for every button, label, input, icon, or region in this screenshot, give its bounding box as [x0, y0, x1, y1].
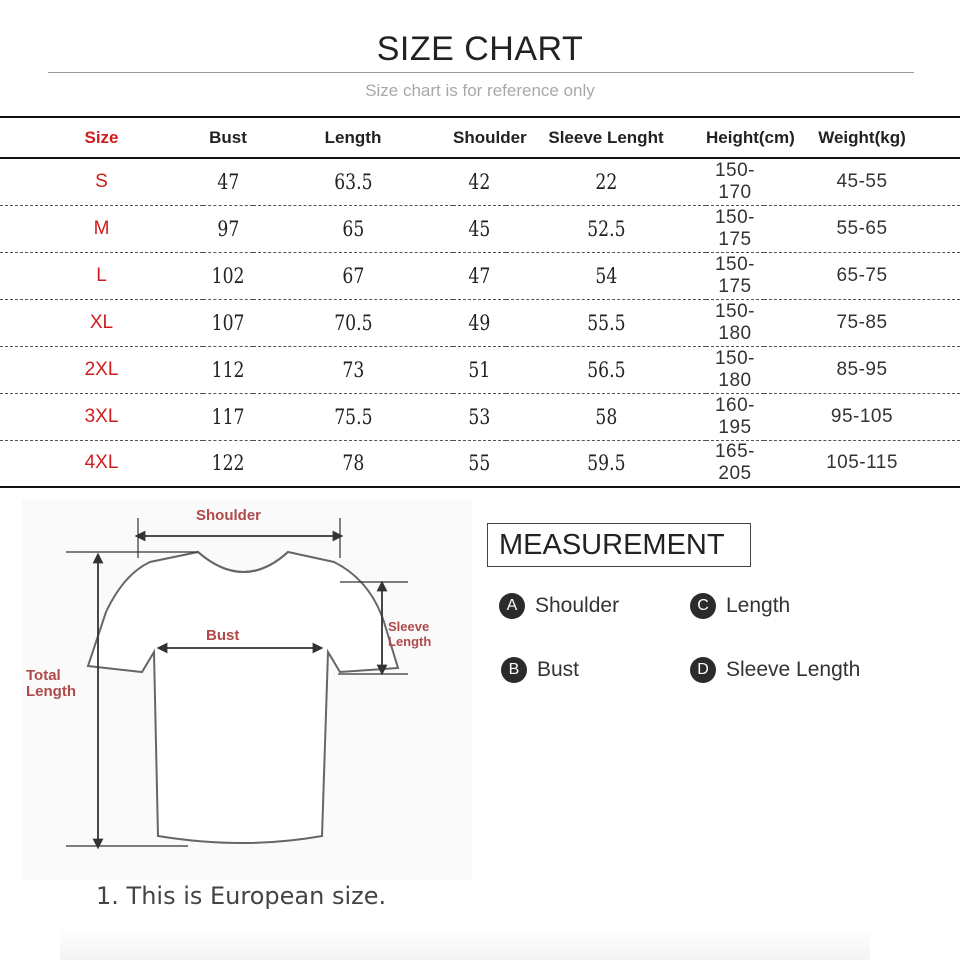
label-sleeve-length: Sleeve Length	[388, 619, 432, 649]
table-row	[0, 205, 960, 252]
table-cell	[453, 252, 506, 299]
legend-label: Bust	[537, 658, 580, 681]
table-cell	[706, 252, 764, 299]
range-value: 55-65	[836, 217, 888, 239]
table-cell	[253, 252, 453, 299]
table-row	[0, 158, 960, 205]
table-cell	[764, 299, 960, 346]
measure-value: 55.5	[586, 310, 626, 335]
table-cell	[764, 205, 960, 252]
badge-d-icon: D	[690, 657, 716, 683]
col-header-sleeve: Sleeve Lenght	[506, 117, 706, 158]
table-cell	[253, 440, 453, 487]
measure-value: 107	[211, 310, 245, 335]
table-cell	[453, 393, 506, 440]
size-label: L	[96, 264, 107, 286]
table-cell	[706, 158, 764, 205]
tshirt-diagram	[22, 500, 472, 880]
label-total-length: Total Length	[26, 667, 76, 700]
size-label: 2XL	[84, 358, 119, 380]
measure-value: 70.5	[333, 310, 373, 335]
table-cell	[506, 299, 706, 346]
table-row	[0, 346, 960, 393]
table-cell	[0, 393, 203, 440]
table-cell	[253, 299, 453, 346]
size-table	[0, 116, 960, 488]
measurement-title: MEASUREMENT	[487, 523, 751, 567]
size-label: S	[95, 170, 108, 192]
bottom-fade	[60, 928, 870, 960]
title-divider	[48, 72, 914, 73]
range-value: 85-95	[836, 358, 888, 380]
table-cell	[453, 440, 506, 487]
col-header-bust: Bust	[203, 117, 253, 158]
table-cell	[706, 299, 764, 346]
measure-value: 59.5	[586, 451, 626, 476]
table-cell	[0, 252, 203, 299]
measure-value: 63.5	[333, 169, 373, 194]
col-header-weight: Weight(kg)	[764, 117, 960, 158]
size-note: 1. This is European size.	[96, 882, 387, 910]
table-cell	[0, 346, 203, 393]
table-cell	[506, 440, 706, 487]
table-cell	[253, 205, 453, 252]
measure-value: 51	[468, 357, 491, 382]
table-cell	[453, 158, 506, 205]
table-cell	[0, 440, 203, 487]
legend-item-shoulder	[499, 593, 619, 619]
measure-value: 47	[468, 263, 491, 288]
size-label: M	[93, 217, 110, 239]
page-subtitle: Size chart is for reference only	[365, 81, 595, 100]
measure-value: 102	[211, 263, 245, 288]
table-cell	[764, 440, 960, 487]
range-value: 95-105	[830, 405, 894, 427]
table-cell	[764, 393, 960, 440]
table-cell	[706, 346, 764, 393]
table-cell	[506, 346, 706, 393]
table-cell	[453, 346, 506, 393]
range-value: 165-205	[714, 441, 756, 485]
table-header-row	[0, 117, 960, 158]
measure-value: 78	[342, 451, 364, 476]
table-cell	[764, 252, 960, 299]
table-cell	[203, 252, 253, 299]
table-cell	[506, 393, 706, 440]
col-header-height: Height(cm)	[706, 117, 764, 158]
legend-label: Length	[726, 594, 791, 617]
measure-value: 47	[217, 169, 239, 194]
label-shoulder: Shoulder	[196, 507, 262, 524]
range-value: 150-175	[714, 253, 756, 297]
range-value: 150-175	[714, 206, 756, 250]
table-cell	[706, 393, 764, 440]
range-value: 160-195	[714, 394, 756, 438]
measure-value: 75.5	[333, 404, 373, 429]
range-value: 45-55	[836, 170, 888, 192]
table-cell	[253, 346, 453, 393]
table-cell	[253, 393, 453, 440]
measure-value: 52.5	[586, 216, 626, 241]
range-value: 150-180	[714, 300, 756, 344]
table-cell	[453, 299, 506, 346]
table-cell	[0, 158, 203, 205]
measure-value: 22	[595, 169, 617, 194]
table-cell	[506, 158, 706, 205]
tshirt-illustration	[22, 500, 472, 880]
measure-value: 53	[468, 404, 491, 429]
table-cell	[203, 393, 253, 440]
range-value: 65-75	[836, 264, 888, 286]
range-value: 105-115	[826, 452, 898, 474]
table-cell	[203, 299, 253, 346]
legend-label: Sleeve Length	[726, 658, 861, 681]
range-value: 150-170	[714, 159, 756, 203]
badge-b-icon: B	[501, 657, 527, 683]
table-row	[0, 440, 960, 487]
measure-value: 112	[211, 357, 245, 382]
col-header-length: Length	[253, 117, 453, 158]
size-label: 4XL	[84, 452, 119, 474]
table-cell	[706, 440, 764, 487]
table-cell	[764, 346, 960, 393]
measure-value: 122	[211, 451, 245, 476]
measure-value: 73	[342, 357, 364, 382]
size-label: XL	[89, 311, 114, 333]
table-cell	[253, 158, 453, 205]
table-cell	[0, 299, 203, 346]
legend-label: Shoulder	[535, 594, 620, 617]
table-cell	[506, 252, 706, 299]
legend-item-bust	[501, 657, 579, 683]
table-cell	[203, 346, 253, 393]
legend-item-sleeve-length	[690, 657, 860, 683]
measure-value: 54	[595, 263, 617, 288]
table-cell	[0, 205, 203, 252]
table-cell	[453, 205, 506, 252]
table-cell	[706, 205, 764, 252]
range-value: 150-180	[714, 347, 756, 391]
badge-a-icon: A	[499, 593, 525, 619]
table-cell	[203, 440, 253, 487]
measure-value: 56.5	[586, 357, 626, 382]
legend-item-length	[690, 593, 790, 619]
measure-value: 97	[217, 216, 239, 241]
measure-value: 65	[342, 216, 364, 241]
table-row	[0, 252, 960, 299]
table-cell	[203, 158, 253, 205]
measure-value: 67	[342, 263, 364, 288]
range-value: 75-85	[836, 311, 888, 333]
table-row	[0, 299, 960, 346]
badge-c-icon: C	[690, 593, 716, 619]
table-cell	[506, 205, 706, 252]
measure-value: 55	[468, 451, 491, 476]
table-cell	[764, 158, 960, 205]
measure-value: 58	[595, 404, 617, 429]
table-body	[0, 158, 960, 487]
col-header-shoulder: Shoulder	[453, 117, 506, 158]
col-header-size: Size	[0, 117, 203, 158]
measure-value: 49	[468, 310, 491, 335]
measure-value: 42	[468, 169, 491, 194]
table-row	[0, 393, 960, 440]
page-title: SIZE CHART	[376, 30, 584, 68]
measure-value: 45	[468, 216, 491, 241]
measure-value: 117	[211, 404, 245, 429]
table-cell	[203, 205, 253, 252]
label-bust: Bust	[206, 627, 240, 644]
size-label: 3XL	[84, 405, 119, 427]
